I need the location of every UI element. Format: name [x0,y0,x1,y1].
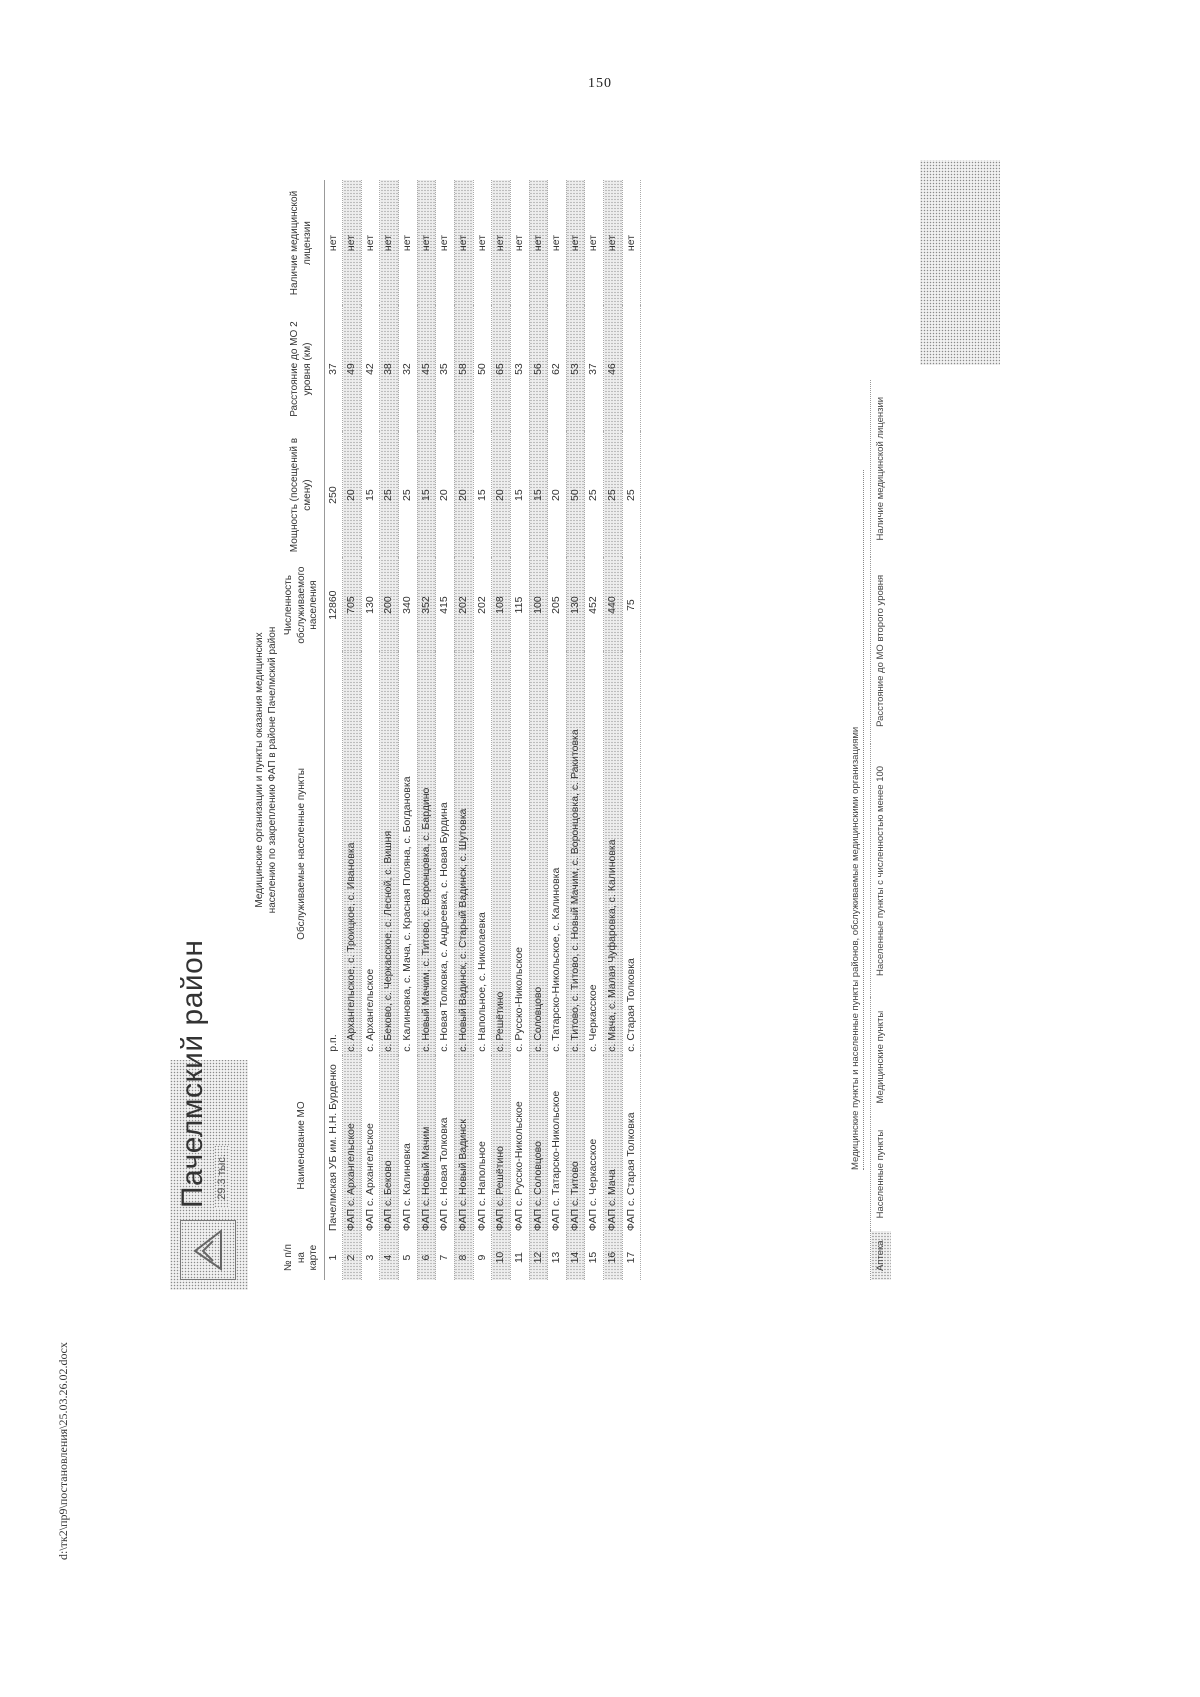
row-population: 705 [343,558,362,652]
row-license: нет [361,180,380,306]
row-settlements: с. Архангельское, с. Троицкое, с. Ивановка [343,652,362,1056]
row-population: 415 [436,558,455,652]
legend-item: Наличие медицинской лицензии [871,380,892,557]
row-population: 200 [380,558,399,652]
row-license: нет [548,180,567,306]
row-population: 115 [510,558,529,652]
row-organization: ФАП с. Решётино [492,1056,511,1235]
row-capacity: 25 [380,432,399,558]
table-title: Медицинские организации и пункты оказания медицинских [254,632,265,908]
row-license: нет [604,180,623,306]
row-distance: 53 [566,306,585,432]
row-population: 130 [361,558,380,652]
row-population: 352 [417,558,436,652]
row-organization: ФАП с. Архангельское [361,1056,380,1235]
row-license: нет [622,180,641,306]
row-number: 8 [454,1235,473,1280]
row-capacity: 25 [585,432,604,558]
column-header: Численность обслуживаемого населения [280,558,324,652]
row-distance: 56 [529,306,548,432]
row-settlements: с. Соловцово [529,652,548,1056]
legend-table [870,380,891,1280]
column-header: Мощность (посещений в смену) [280,432,324,558]
table-row [473,180,492,1280]
row-distance: 38 [380,306,399,432]
row-population: 202 [454,558,473,652]
row-settlements: р.п. [324,652,343,1056]
row-distance: 35 [436,306,455,432]
row-settlements: с. Напольное, с. Николаевка [473,652,492,1056]
row-population: 340 [399,558,418,652]
row-number: 1 [324,1235,343,1280]
row-number: 4 [380,1235,399,1280]
table-row [324,180,343,1280]
row-distance: 45 [417,306,436,432]
table-row [343,180,362,1280]
row-organization: ФАП с. Архангельское [343,1056,362,1235]
row-number: 6 [417,1235,436,1280]
table-subtitle: населению по закреплению ФАП в районе Пачелмский район [267,626,278,914]
row-license: нет [324,180,343,306]
row-distance: 37 [585,306,604,432]
district-logo-icon [180,1220,236,1280]
row-capacity: 25 [604,432,623,558]
row-distance [622,306,641,432]
row-distance: 50 [473,306,492,432]
row-number: 3 [361,1235,380,1280]
row-population: 452 [585,558,604,652]
row-number: 16 [604,1235,623,1280]
page-number: 150 [588,76,612,91]
row-license: нет [343,180,362,306]
table-body [324,180,641,1280]
row-number: 17 [622,1235,641,1280]
row-number: 10 [492,1235,511,1280]
row-settlements: с. Новая Толковка, с. Андреевка, с. Новая Бурдина [436,652,455,1056]
row-distance: 37 [324,306,343,432]
medical-points-table [280,180,641,1280]
row-number: 5 [399,1235,418,1280]
table-row [399,180,418,1280]
row-number: 15 [585,1235,604,1280]
row-capacity: 250 [324,432,343,558]
row-population: 202 [473,558,492,652]
row-organization: ФАП с. Напольное [473,1056,492,1235]
row-settlements: с. Татарско-Никольское, с. Калиновка [548,652,567,1056]
district-title: Пачелмский район [176,939,209,1208]
row-capacity: 15 [361,432,380,558]
row-organization: ФАП с. Новый Вадинск [454,1056,473,1235]
row-settlements: с. Русско-Никольское [510,652,529,1056]
row-organization: ФАП с. Новый Мачим [417,1056,436,1235]
legend-item: Расстояние до МО второго уровня [871,557,892,744]
row-distance: 42 [361,306,380,432]
row-population: 440 [604,558,623,652]
row-number: 12 [529,1235,548,1280]
legend-item: Населенные пункты [871,1117,892,1232]
row-number: 13 [548,1235,567,1280]
row-population: 108 [492,558,511,652]
table-row [510,180,529,1280]
row-population: 12860 [324,558,343,652]
row-number: 2 [343,1235,362,1280]
row-distance: 58 [454,306,473,432]
row-settlements: с. Архангельское [361,652,380,1056]
table-header-row [280,180,324,1280]
row-license: нет [529,180,548,306]
table-row [548,180,567,1280]
row-organization: ФАП с. Новая Толковка [436,1056,455,1235]
row-capacity: 20 [548,432,567,558]
column-header: Расстояние до МО 2 уровня (км) [280,306,324,432]
row-capacity: 15 [473,432,492,558]
row-organization: ФАП с. Татарско-Никольское [548,1056,567,1235]
row-capacity: 20 [436,432,455,558]
table-row [380,180,399,1280]
row-distance: 49 [343,306,362,432]
table-row [417,180,436,1280]
row-organization: ФАП с. Мача [604,1056,623,1235]
row-settlements: с. Черкасское [585,652,604,1056]
legend-item: Аптека [871,1231,892,1280]
row-distance: 65 [492,306,511,432]
row-settlements: с. Новый Мачим, с. Титово, с. Воронцовка, с. Бардино [417,652,436,1056]
row-capacity: 20 [343,432,362,558]
table-row [436,180,455,1280]
row-capacity: 15 [417,432,436,558]
row-population: 100 [529,558,548,652]
row-settlements: с. Мача, с. Малая Чуфаровка, с. Калиновка [604,652,623,1056]
row-license: нет [380,180,399,306]
row-license: нет [399,180,418,306]
table-row [622,180,641,1280]
row-number: 7 [436,1235,455,1280]
row-license: нет [417,180,436,306]
column-header: Наличие медицинской лицензии [280,180,324,306]
column-header: Наименование МО [280,1056,324,1235]
row-distance: 32 [399,306,418,432]
row-capacity: 50 [566,432,585,558]
row-population: 75 [622,558,641,652]
row-settlements: с. Старая Толковка [622,652,641,1056]
row-organization: Пачелмская УБ им. Н.Н. Бурденко [324,1056,343,1235]
legend-title: Медицинские пункты и населенные пункты районов, обслуживаемые медицинскими организациями [850,470,864,1170]
row-distance: 53 [510,306,529,432]
table-row [604,180,623,1280]
row-license: нет [492,180,511,306]
column-header: № п/п на карте [280,1235,324,1280]
table-row [566,180,585,1280]
row-license: нет [585,180,604,306]
row-organization: ФАП с. Титово [566,1056,585,1235]
row-capacity: 20 [492,432,511,558]
file-path-footer: d:\тк2\пр9\постановления\25.03.26.02.docx [56,1342,70,1560]
table-row [361,180,380,1280]
row-settlements: с. Новый Вадинск, с. Старый Вадинск, с. Шутовка [454,652,473,1056]
row-settlements: с. Калиновка, с. Мача, с. Красная Поляна, с. Богдановка [399,652,418,1056]
map-sheet [170,160,1000,1290]
table-row [492,180,511,1280]
row-capacity: 20 [454,432,473,558]
row-license: нет [473,180,492,306]
row-population: 205 [548,558,567,652]
row-organization: ФАП с. Русско-Никольское [510,1056,529,1235]
row-population: 130 [566,558,585,652]
row-license: нет [454,180,473,306]
table-row [529,180,548,1280]
row-license: нет [566,180,585,306]
row-organization: ФАП с. Старая Толковка [622,1056,641,1235]
legend-item: Медицинские пункты [871,998,892,1117]
column-header: Обслуживаемые населенные пункты [280,652,324,1056]
row-distance: 46 [604,306,623,432]
row-capacity: 25 [622,432,641,558]
district-subtitle: 29.3 тыс. [214,1146,230,1208]
row-capacity: 25 [399,432,418,558]
legend-band [920,160,1000,365]
table-row [585,180,604,1280]
row-number: 11 [510,1235,529,1280]
row-distance: 62 [548,306,567,432]
row-settlements: с. Титово, с. Титово, с. Новый Мачим, с. Воронцовка, с. Ракитовка [566,652,585,1056]
row-settlements: с. Беково, с. Черкасское, с. Лесной, с. Вишня [380,652,399,1056]
table-row [454,180,473,1280]
row-number: 9 [473,1235,492,1280]
row-license: нет [510,180,529,306]
row-settlements: с. Решётино [492,652,511,1056]
row-organization: ФАП с. Беково [380,1056,399,1235]
legend-item: Населенные пункты с численностью менее 100 [871,744,892,997]
row-organization: ФАП с. Соловцово [529,1056,548,1235]
row-number: 14 [566,1235,585,1280]
legend-row [871,380,892,1280]
row-capacity: 15 [510,432,529,558]
row-organization: ФАП с. Черкасское [585,1056,604,1235]
row-capacity: 15 [529,432,548,558]
row-organization: ФАП с. Калиновка [399,1056,418,1235]
row-license: нет [436,180,455,306]
